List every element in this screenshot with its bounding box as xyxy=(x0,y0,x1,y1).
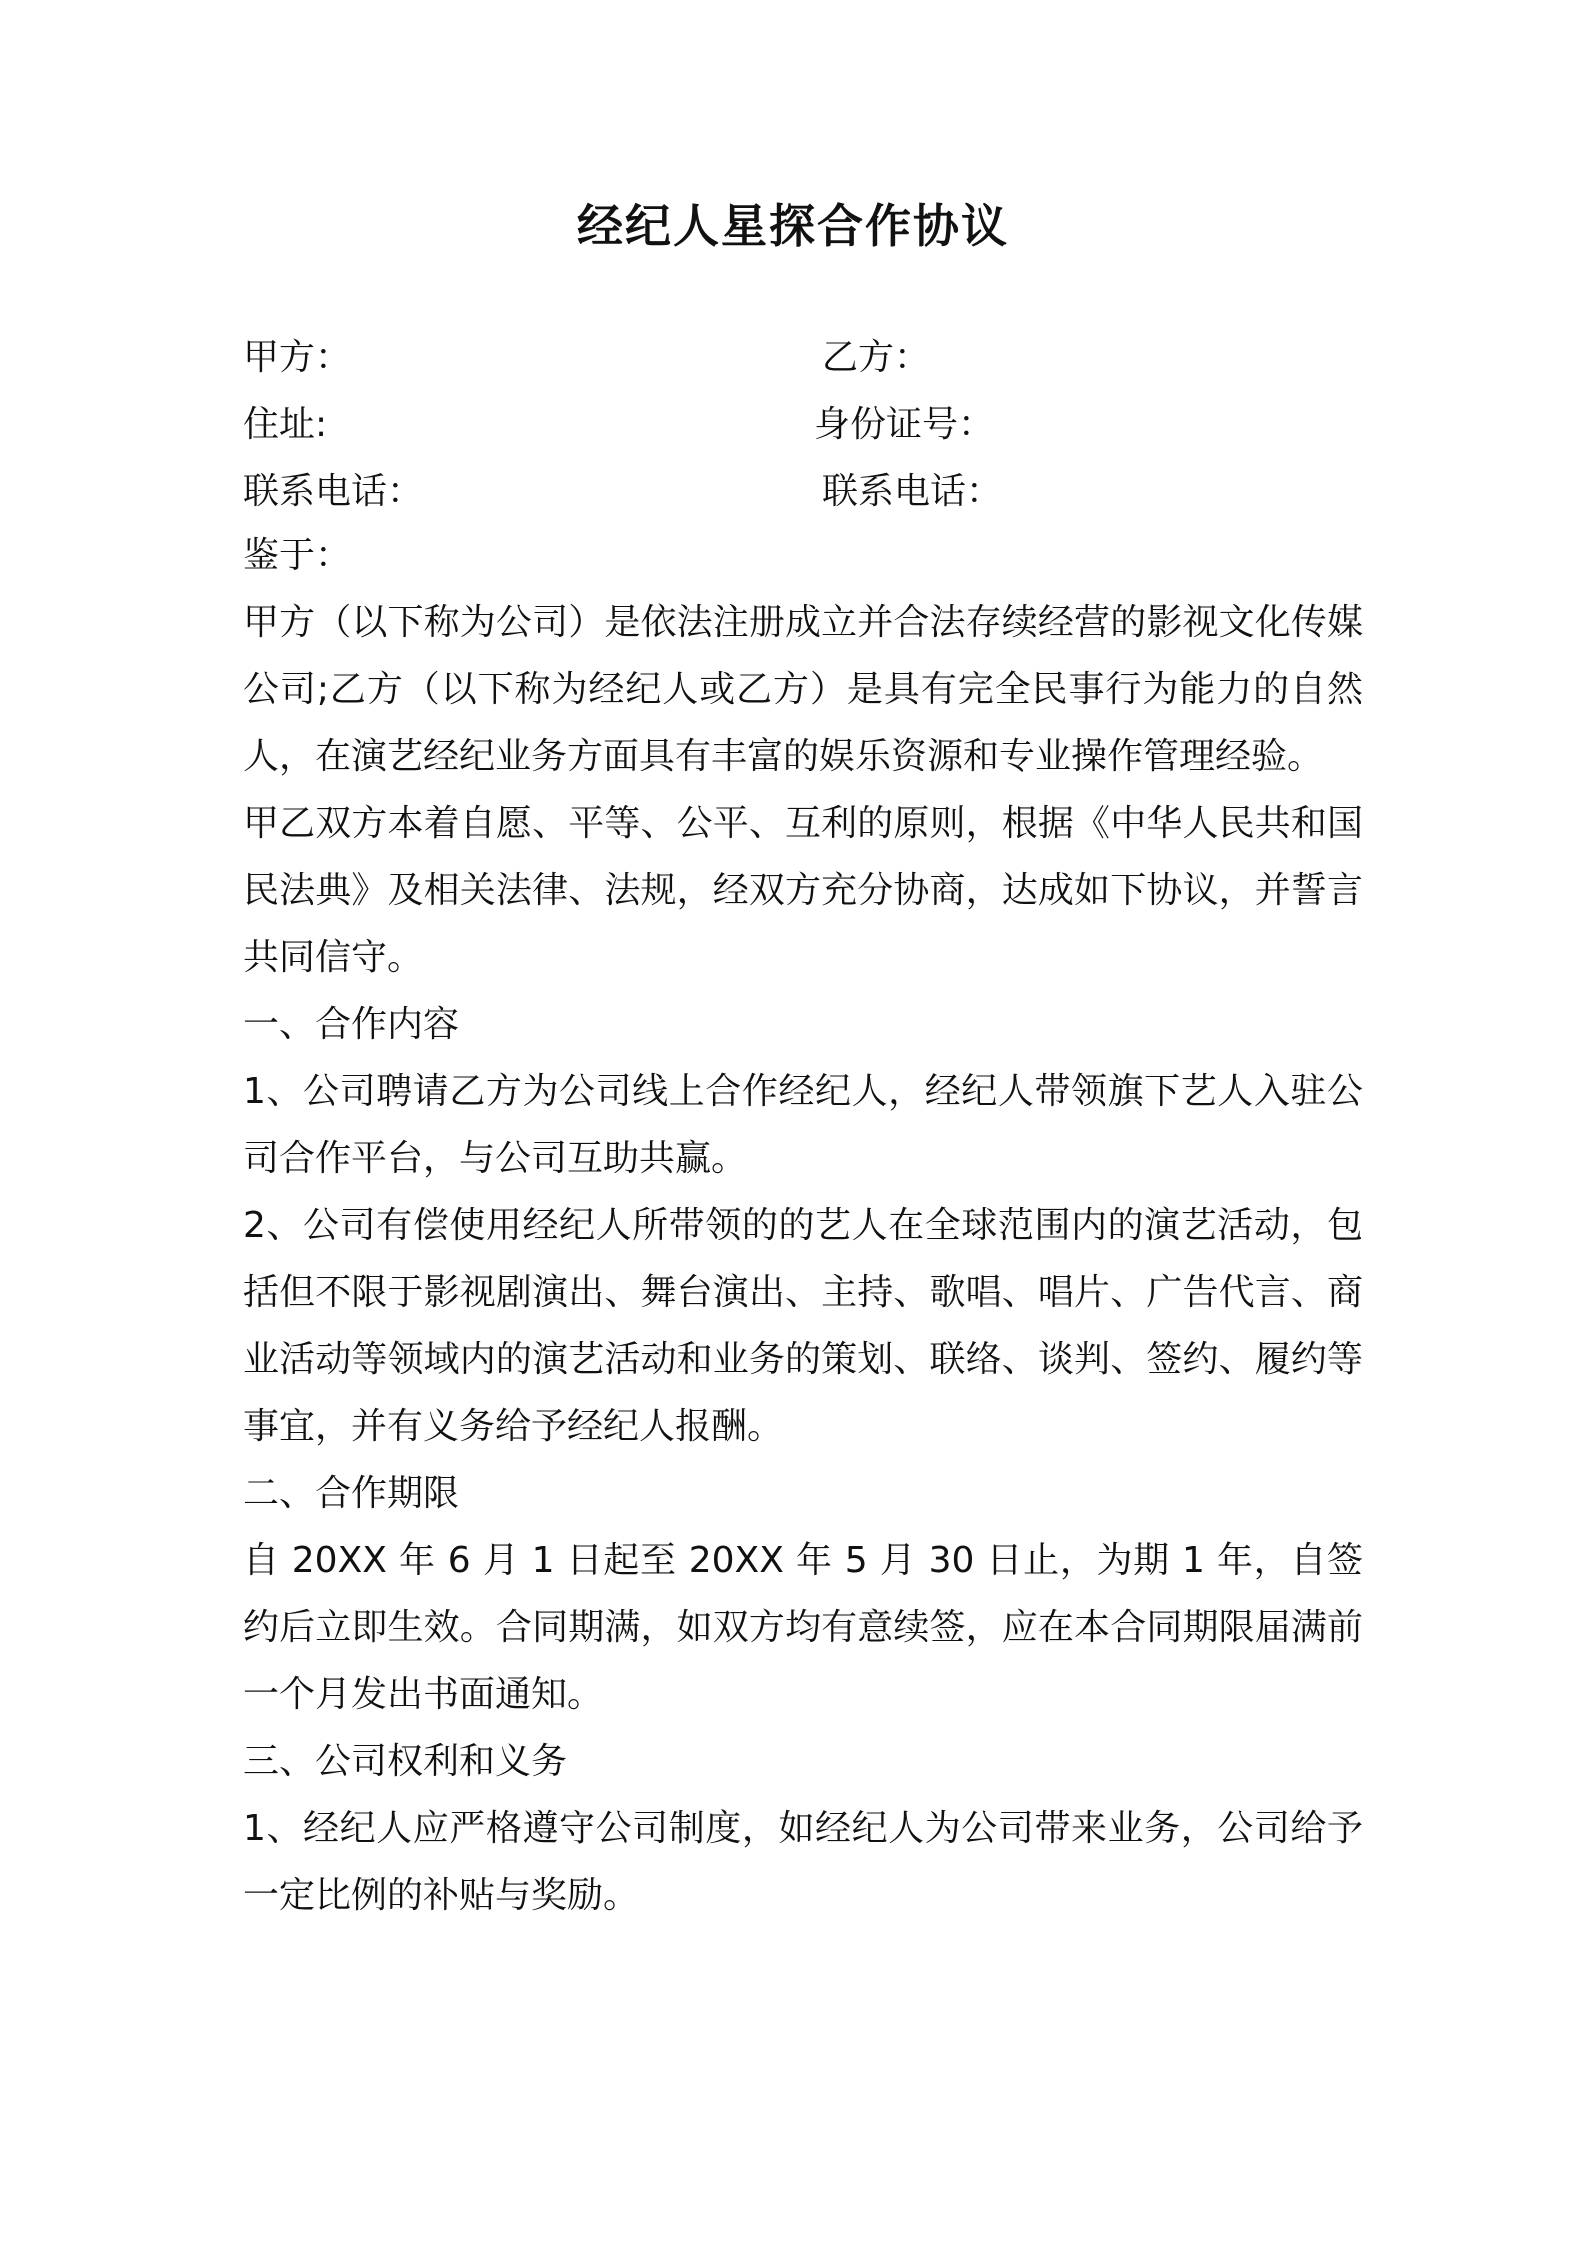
document-title: 经纪人星探合作协议 xyxy=(577,199,1009,253)
section-heading-term: 二、合作期限 xyxy=(243,1473,460,1514)
phone-a-label: 联系电话： xyxy=(243,471,424,512)
clause-3-1: 1、经纪人应严格遵守公司制度，如经纪人为公司带来业务，公司给予一定比例的补贴与奖励。 xyxy=(243,1808,1363,1916)
clause-1-2: 2、公司有偿使用经纪人所带领的的艺人在全球范围内的演艺活动，包括但不限于影视剧演出、舞台演出、主持、歌唱、唱片、广告代言、商业活动等领域内的演艺活动和业务的策划、联络、谈判、签约、履约等事宜，并有义务给予经纪人报酬。 xyxy=(243,1205,1363,1447)
section-heading-cooperation: 一、合作内容 xyxy=(243,1004,460,1045)
clause-1-1: 1、公司聘请乙方为公司线上合作经纪人，经纪人带领旗下艺人入驻公司合作平台，与公司互助共赢。 xyxy=(243,1071,1363,1179)
phone-b-label: 联系电话： xyxy=(822,471,1003,512)
id-number-label: 身份证号： xyxy=(814,404,995,445)
paragraph-parties-intro: 甲方（以下称为公司）是依法注册成立并合法存续经营的影视文化传媒公司;乙方（以下称为经纪人或乙方）是具有完全民事行为能力的自然人，在演艺经纪业务方面具有丰富的娱乐资源和专业操作管理经验。 xyxy=(243,602,1363,777)
party-a-label: 甲方： xyxy=(243,337,352,378)
clause-2-term: 自 20XX 年 6 月 1 日起至 20XX 年 5 月 30 日止，为期 1 年，自签约后立即生效。合同期满，如双方均有意续签，应在本合同期限届满前一个月发出书面通知。 xyxy=(243,1540,1363,1715)
section-heading-rights: 三、公司权利和义务 xyxy=(243,1741,568,1782)
party-b-label: 乙方： xyxy=(822,337,931,378)
document-body xyxy=(243,522,1363,1929)
paragraph-principles: 甲乙双方本着自愿、平等、公平、互利的原则，根据《中华人民共和国民法典》及相关法律、法规，经双方充分协商，达成如下协议，并誓言共同信守。 xyxy=(243,803,1363,978)
address-label: 住址: xyxy=(243,404,328,445)
whereas-heading: 鉴于： xyxy=(243,535,352,576)
